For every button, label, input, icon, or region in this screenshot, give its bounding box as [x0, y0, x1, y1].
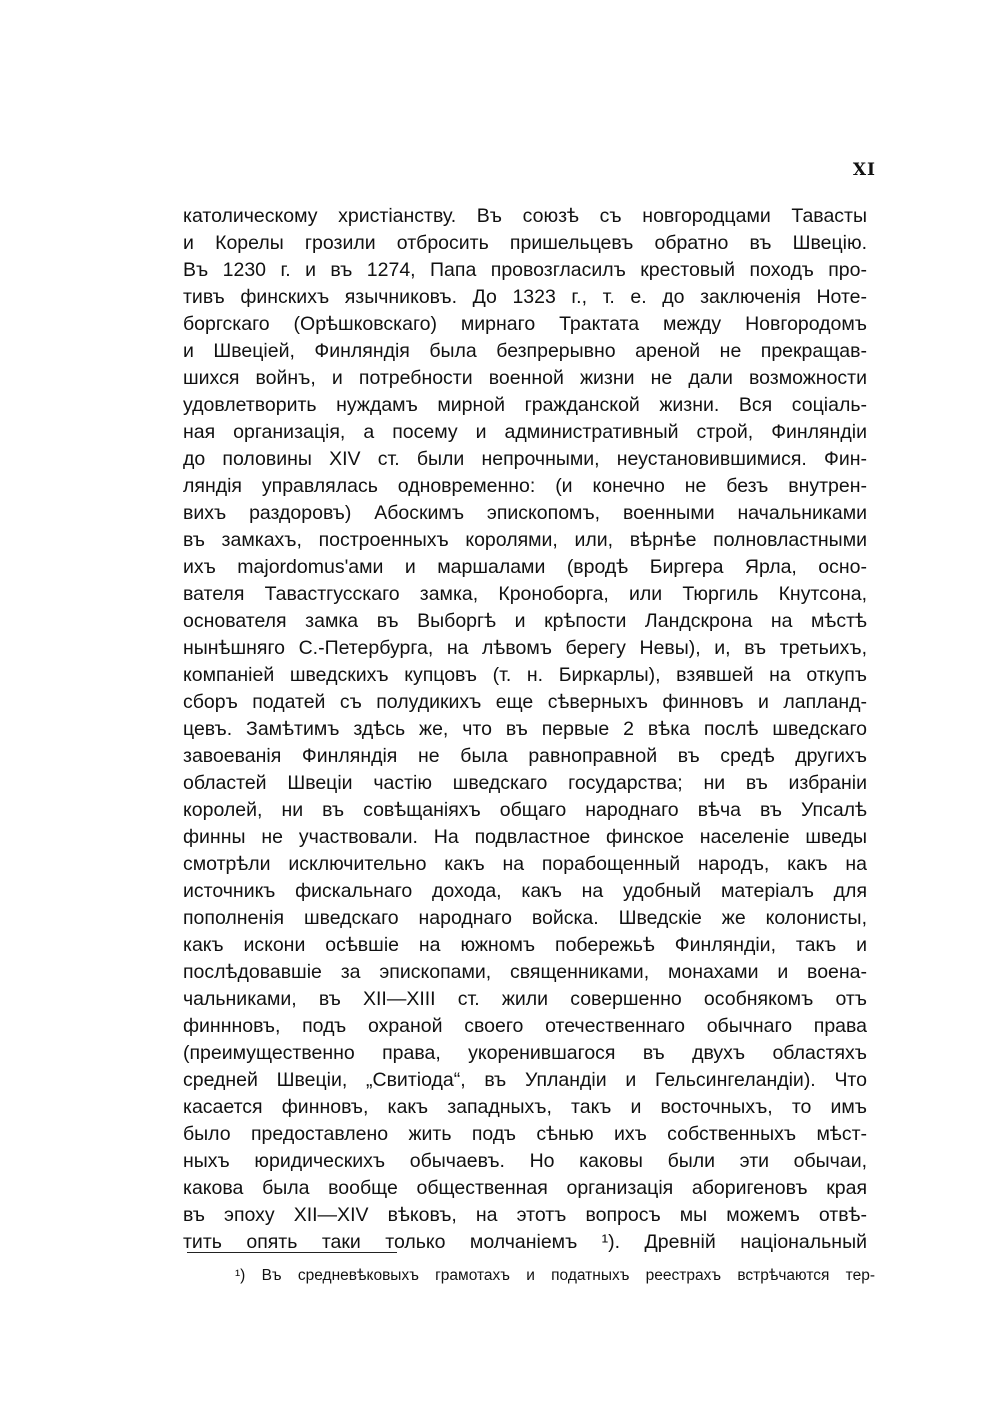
text-line: было предоставлено жить подъ сѣнью ихъ собственныхъ мѣст-: [183, 1123, 867, 1145]
text-line: средней Швеціи, „Свитіода“, въ Упландіи и Гельсингеландіи). Что: [183, 1069, 867, 1091]
footnote: ¹) Въ средневѣковыхъ грамотахъ и податныхъ реестрахъ встрѣчаются тер-: [235, 1267, 875, 1284]
text-line: тивъ финскихъ язычниковъ. До 1323 г., т. е. до заключенія Ноте-: [183, 286, 867, 308]
text-line: королей, ни въ совѣщаніяхъ общаго народнаго вѣча въ Упсалѣ: [183, 799, 867, 821]
text-line: завоеванія Финляндія не была равноправной въ средѣ другихъ: [183, 745, 867, 767]
text-line: сборъ податей съ полудикихъ еще сѣверныхъ финновъ и лапланд-: [183, 691, 867, 713]
text-line: послѣдовавшіе за эпископами, священниками, монахами и воена-: [183, 961, 867, 983]
text-line: нынѣшняго С.-Петербурга, на лѣвомъ берегу Невы), и, въ третьихъ,: [183, 637, 867, 659]
text-line: ныхъ юридическихъ обычаевъ. Но каковы были эти обычаи,: [183, 1150, 867, 1172]
text-line: касается финновъ, какъ западныхъ, такъ и восточныхъ, то имъ: [183, 1096, 867, 1118]
text-line: ная организація, а посему и административный строй, Финляндіи: [183, 421, 867, 443]
text-line: ихъ majordomus'ами и маршалами (вродѣ Биргера Ярла, осно-: [183, 556, 867, 578]
text-line: ляндія управлялась одновременно: (и конечно не безъ внутрен-: [183, 475, 867, 497]
text-line: католическому христіанству. Въ союзѣ съ новгородцами Тавасты: [183, 205, 867, 227]
text-line: компаніей шведскихъ купцовъ (т. н. Биркарлы), взявшей на откупъ: [183, 664, 867, 686]
text-line: вихъ раздоровъ) Абоскимъ эпископомъ, военными начальниками: [183, 502, 867, 524]
text-line: какъ искони осѣвшіе на южномъ побережьѣ Финляндіи, такъ и: [183, 934, 867, 956]
text-line: удовлетворить нуждамъ мирной гражданской жизни. Вся соціаль-: [183, 394, 867, 416]
text-line: тить опять таки только молчаніемъ ¹). Древній національный: [183, 1231, 867, 1253]
text-line: основателя замка въ Выборгѣ и крѣпости Ландскрона на мѣстѣ: [183, 610, 867, 632]
text-line: (преимущественно права, укоренившагося въ двухъ областяхъ: [183, 1042, 867, 1064]
text-line: финны не участвовали. На подвластное финское населеніе шведы: [183, 826, 867, 848]
text-line: какова была вообще общественная организація аборигеновъ края: [183, 1177, 867, 1199]
text-line: источникъ фискальнаго дохода, какъ на удобный матеріалъ для: [183, 880, 867, 902]
text-line: цевъ. Замѣтимъ здѣсь же, что въ первые 2 вѣка послѣ шведскаго: [183, 718, 867, 740]
text-line: областей Швеціи частію шведскаго государства; ни въ избраніи: [183, 772, 867, 794]
text-line: и Корелы грозили отбросить пришельцевъ обратно въ Швецію.: [183, 232, 867, 254]
text-line: Въ 1230 г. и въ 1274, Папа провозгласилъ крестовый походъ про-: [183, 259, 867, 281]
page-number: XI: [852, 160, 876, 180]
text-line: финнновъ, подъ охраной своего отечественнаго обычнаго права: [183, 1015, 867, 1037]
body-text: [183, 203, 867, 1256]
text-line: смотрѣли исключительно какъ на порабощенный народъ, какъ на: [183, 853, 867, 875]
text-line: вателя Тавастгусскаго замка, Кроноборга, или Тюргиль Кнутсона,: [183, 583, 867, 605]
text-line: шихся войнъ, и потребности военной жизни не дали возможности: [183, 367, 867, 389]
footnote-divider: [187, 1252, 397, 1253]
text-line: въ замкахъ, построенныхъ королями, или, вѣрнѣе полновластными: [183, 529, 867, 551]
text-line: чальниками, въ XII—XIII ст. жили совершенно особнякомъ отъ: [183, 988, 867, 1010]
text-line: до половины XIV ст. были непрочными, неустановившимися. Фин-: [183, 448, 867, 470]
text-line: пополненія шведскаго народнаго войска. Шведскіе же колонисты,: [183, 907, 867, 929]
text-line: въ эпоху XII—XIV вѣковъ, на этотъ вопросъ мы можемъ отвѣ-: [183, 1204, 867, 1226]
text-line: и Швеціей, Финляндія была безпрерывно ареной не прекращав-: [183, 340, 867, 362]
text-line: боргскаго (Орѣшковскаго) мирнаго Трактата между Новгородомъ: [183, 313, 867, 335]
